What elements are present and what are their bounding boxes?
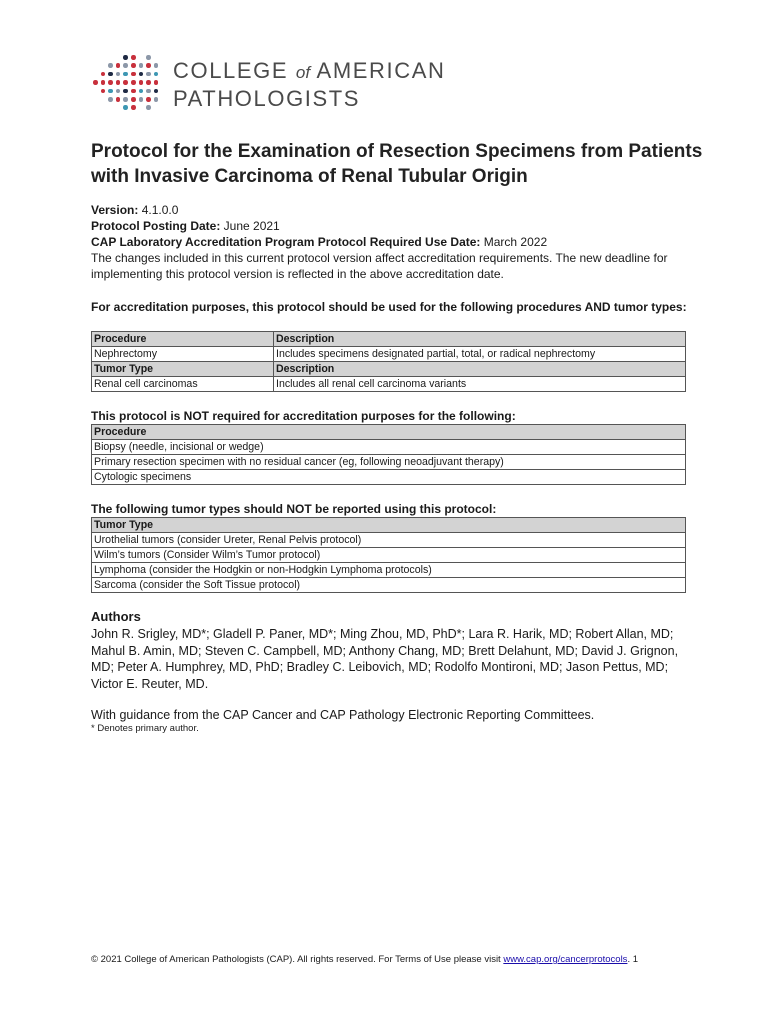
guidance-text: With guidance from the CAP Cancer and CAP Pathology Electronic Reporting Committees. [91,708,595,722]
logo-dot [139,80,144,85]
not-required-header: Procedure [92,425,686,440]
accreditation-heading: For accreditation purposes, this protocol should be used for the following procedures AND tumor types: [91,300,687,314]
table-row: Lymphoma (consider the Hodgkin or non-Hodgkin Lymphoma protocols) [92,563,686,578]
table-row: Urothelial tumors (consider Ureter, Renal Pelvis protocol) [92,533,686,548]
logo-dot [123,80,128,85]
posting-date-label: Protocol Posting Date: [91,219,221,233]
table-row: Sarcoma (consider the Soft Tissue protocol) [92,578,686,593]
table-row [92,377,686,392]
authors-list: John R. Srigley, MD*; Gladell P. Paner, MD*; Ming Zhou, MD, PhD*; Lara R. Harik, MD; Robert Allan, MD; Mahul B. Amin, MD; Steven C. Campbell, MD; Anthony Chang, MD; Brett Delahunt, MD; David J. Grignon, MD; Peter A. Humphrey, MD, PhD; Bradley C. Leibovich, MD; Rodolfo Montironi, MD; Jason Pettus, MD; Victor E. Reuter, MD. [91,627,679,691]
logo-wordmark [173,58,445,112]
table-cell-label: Tumor Type [92,362,274,377]
logo-dot [139,97,144,102]
logo-dot [101,80,106,85]
footer-copyright: © 2021 College of American Pathologists (CAP). All rights reserved. For Terms of Use please visit [91,954,504,965]
authors-heading: Authors [91,609,141,624]
not-reported-header: Tumor Type [92,518,686,533]
not-required-heading: This protocol is NOT required for accreditation purposes for the following: [91,409,516,423]
footer-page-number: . 1 [627,954,638,965]
logo-dot [146,97,151,102]
table-cell-label: Renal cell carcinomas [92,377,274,392]
logo-dot [108,72,113,77]
accreditation-table [91,331,686,392]
table-cell-label: Procedure [92,332,274,347]
logo-dot [101,89,106,94]
logo-dot [154,97,159,102]
logo-dot [146,63,151,68]
not-required-table [91,424,686,485]
logo-dot [139,89,144,94]
table-cell-description: Includes specimens designated partial, total, or radical nephrectomy [274,347,686,362]
logo-dot [154,63,159,68]
logo-dot [131,97,136,102]
logo-dot [154,80,159,85]
version-value: 4.1.0.0 [138,203,179,217]
logo-dot [154,89,159,94]
table-row [92,332,686,347]
logo-dot [139,63,144,68]
logo-dot [108,89,113,94]
table-cell-label: Nephrectomy [92,347,274,362]
logo-dot [154,72,159,77]
logo-dot [123,63,128,68]
logo-dot [116,89,121,94]
table-row: Cytologic specimens [92,470,686,485]
table-cell-description: Description [274,332,686,347]
logo-dot [131,89,136,94]
logo-dot [131,55,136,60]
table-cell-description: Description [274,362,686,377]
changes-note: The changes included in this current protocol version affect accreditation requirements. The new deadline for implementing this protocol version is reflected in the above accreditation date. [91,251,668,281]
logo-dot [116,97,121,102]
cancer-protocols-link[interactable]: www.cap.org/cancerprotocols [503,954,628,965]
page-footer [91,954,638,965]
logo-dot [93,80,98,85]
logo-college: COLLEGE [173,58,289,83]
logo-pathologists: PATHOLOGISTS [173,86,361,111]
logo-dot [116,72,121,77]
logo-dot [123,105,128,110]
logo-dot-mark [93,55,163,115]
logo-dot [131,105,136,110]
logo-dot [101,72,106,77]
primary-author-note: * Denotes primary author. [91,723,199,734]
table-row: Primary resection specimen with no residual cancer (eg, following neoadjuvant therapy) [92,455,686,470]
posting-date-value: June 2021 [220,219,280,233]
logo-dot [131,63,136,68]
logo-dot [123,55,128,60]
table-row: Biopsy (needle, incisional or wedge) [92,440,686,455]
logo-dot [108,97,113,102]
logo-dot [146,80,151,85]
table-row: Wilm’s tumors (Consider Wilm’s Tumor protocol) [92,548,686,563]
table-row [92,347,686,362]
logo-dot [131,72,136,77]
logo-of: of [295,63,311,82]
logo-dot [146,89,151,94]
page-title: Protocol for the Examination of Resection Specimens from Patients with Invasive Carcinoma of Renal Tubular Origin [91,141,703,187]
cap-logo [93,55,445,115]
logo-dot [123,72,128,77]
logo-dot [139,72,144,77]
logo-dot [146,55,151,60]
table-cell-description: Includes all renal cell carcinoma variants [274,377,686,392]
table-row [92,362,686,377]
logo-dot [108,63,113,68]
not-reported-heading: The following tumor types should NOT be reported using this protocol: [91,502,497,516]
protocol-meta [91,202,691,282]
logo-dot [108,80,113,85]
cap-date-label: CAP Laboratory Accreditation Program Protocol Required Use Date: [91,235,481,249]
logo-dot [131,80,136,85]
logo-dot [116,63,121,68]
logo-dot [146,105,151,110]
logo-dot [146,72,151,77]
logo-dot [123,89,128,94]
cap-date-value: March 2022 [480,235,548,249]
logo-dot [123,97,128,102]
logo-american: AMERICAN [316,58,446,83]
not-reported-table [91,517,686,593]
logo-dot [116,80,121,85]
version-label: Version: [91,203,139,217]
